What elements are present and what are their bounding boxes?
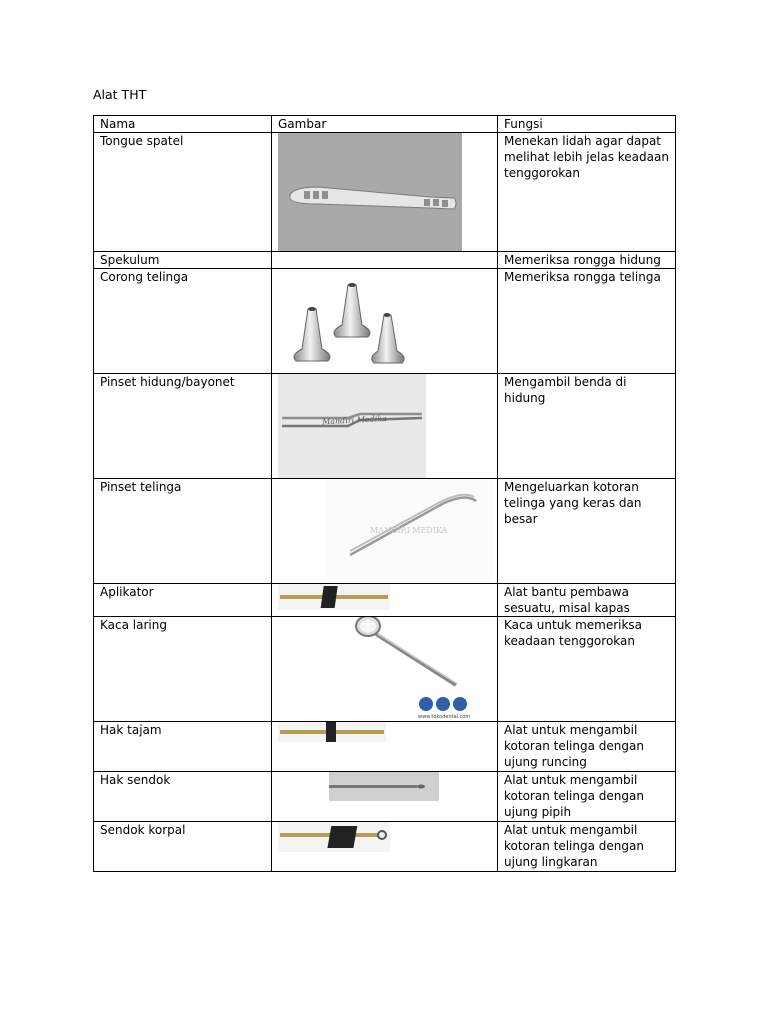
header-fungsi: Fungsi bbox=[498, 116, 676, 133]
row-name: Aplikator bbox=[94, 584, 272, 617]
row-name: Spekulum bbox=[94, 252, 272, 269]
row-name: Hak sendok bbox=[94, 772, 272, 822]
instrument-table bbox=[93, 115, 676, 872]
sharp-hook-image bbox=[278, 722, 386, 742]
table-row bbox=[94, 722, 676, 772]
row-name: Hak tajam bbox=[94, 722, 272, 772]
row-function: Kaca untuk memeriksa keadaan tenggorokan bbox=[498, 617, 676, 722]
image-cell bbox=[272, 269, 498, 374]
row-function: Alat bantu pembawa sesuatu, misal kapas bbox=[498, 584, 676, 617]
row-function: Mengambil benda di hidung bbox=[498, 374, 676, 479]
bayonet-forceps-image bbox=[278, 374, 426, 478]
row-name: Sendok korpal bbox=[94, 822, 272, 872]
table-row bbox=[94, 269, 676, 374]
row-function: Memeriksa rongga telinga bbox=[498, 269, 676, 374]
row-name: Corong telinga bbox=[94, 269, 272, 374]
table-header-row bbox=[94, 116, 676, 133]
image-cell bbox=[272, 617, 498, 722]
image-cell bbox=[272, 822, 498, 872]
laryngeal-mirror-image bbox=[352, 617, 474, 721]
row-function: Alat untuk mengambil kotoran telinga dengan ujung runcing bbox=[498, 722, 676, 772]
image-cell bbox=[272, 252, 498, 269]
row-name: Pinset hidung/bayonet bbox=[94, 374, 272, 479]
document-title: Alat THT bbox=[93, 87, 147, 102]
applicator-image bbox=[278, 584, 390, 610]
row-name: Pinset telinga bbox=[94, 479, 272, 584]
image-cell bbox=[272, 479, 498, 584]
row-function: Menekan lidah agar dapat melihat lebih jelas keadaan tenggorokan bbox=[498, 133, 676, 252]
row-function: Memeriksa rongga hidung bbox=[498, 252, 676, 269]
table-row bbox=[94, 479, 676, 584]
website-text: www.tokodental.com bbox=[418, 714, 471, 720]
watermark-text: Mandiri Medika bbox=[321, 413, 388, 427]
table-row bbox=[94, 772, 676, 822]
row-function: Alat untuk mengambil kotoran telinga dengan ujung pipih bbox=[498, 772, 676, 822]
row-name: Kaca laring bbox=[94, 617, 272, 722]
table-row bbox=[94, 617, 676, 722]
image-cell bbox=[272, 374, 498, 479]
spoon-hook-image bbox=[329, 772, 439, 801]
table-row bbox=[94, 374, 676, 479]
ear-speculum-image bbox=[278, 269, 426, 374]
curette-image bbox=[278, 822, 390, 852]
table-row bbox=[94, 584, 676, 617]
header-nama: Nama bbox=[94, 116, 272, 133]
image-cell bbox=[272, 584, 498, 617]
table-row bbox=[94, 252, 676, 269]
table-row bbox=[94, 133, 676, 252]
header-gambar: Gambar bbox=[272, 116, 498, 133]
row-function: Alat untuk mengambil kotoran telinga dengan ujung lingkaran bbox=[498, 822, 676, 872]
ear-forceps-image bbox=[326, 479, 494, 583]
image-cell bbox=[272, 722, 498, 772]
row-function: Mengeluarkan kotoran telinga yang keras dan besar bbox=[498, 479, 676, 584]
image-cell bbox=[272, 772, 498, 822]
table-row bbox=[94, 822, 676, 872]
watermark-text: MANDIRI MEDIKA bbox=[370, 526, 448, 535]
image-cell bbox=[272, 133, 498, 252]
tongue-spatula-image bbox=[278, 133, 462, 252]
row-name: Tongue spatel bbox=[94, 133, 272, 252]
